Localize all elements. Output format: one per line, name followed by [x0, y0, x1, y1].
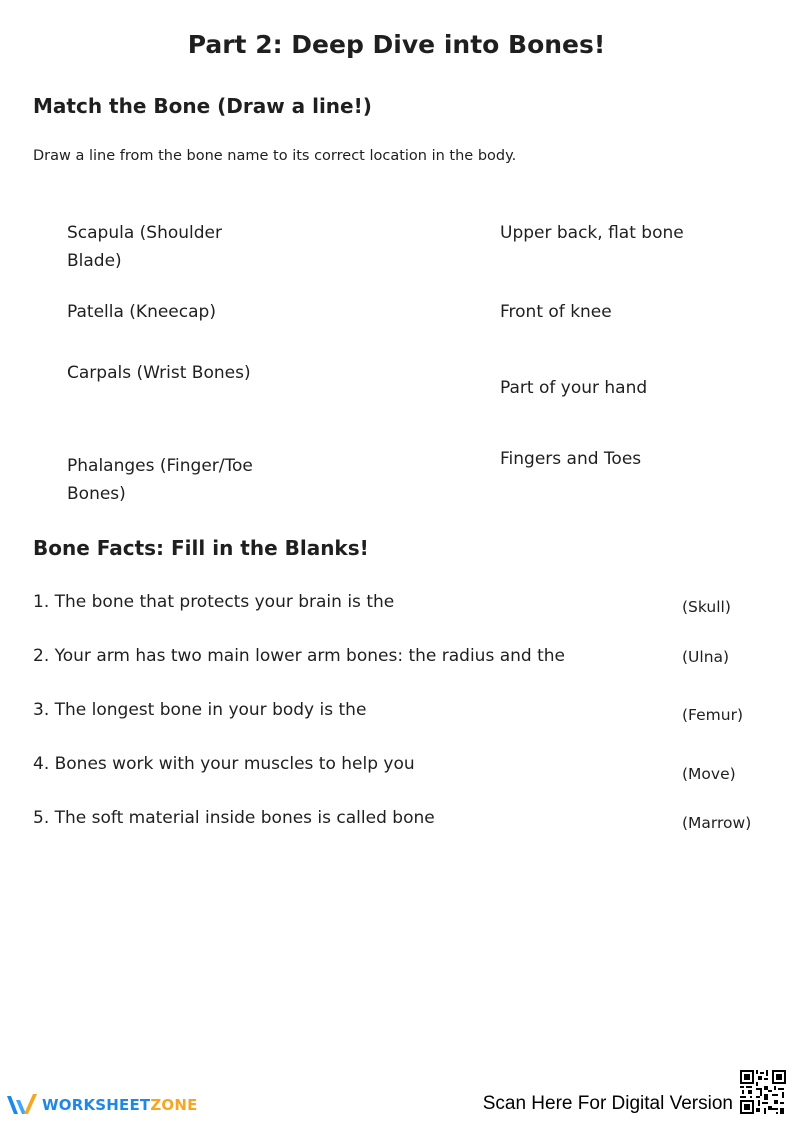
fill-blank-question: 4. Bones work with your muscles to help you: [33, 754, 415, 774]
match-instruction: Draw a line from the bone name to its correct location in the body.: [33, 148, 517, 164]
facts-section-heading: Bone Facts: Fill in the Blanks!: [33, 536, 369, 560]
logo-wordmark: [42, 1096, 198, 1114]
bone-location-item: Front of knee: [500, 302, 612, 322]
answer-hint: (Ulna): [682, 648, 730, 666]
logo-word-zone: ZONE: [150, 1096, 198, 1114]
bone-name-item: Patella (Kneecap): [67, 302, 216, 322]
bone-location-item: Fingers and Toes: [500, 449, 642, 469]
answer-hint: (Marrow): [682, 814, 752, 832]
fill-blank-question: 3. The longest bone in your body is the: [33, 700, 367, 720]
bone-location-item: Upper back, flat bone: [500, 223, 684, 243]
footer-logo: [6, 1092, 198, 1118]
answer-hint: (Femur): [682, 706, 743, 724]
page-title: Part 2: Deep Dive into Bones!: [187, 30, 606, 59]
match-section-heading: Match the Bone (Draw a line!): [33, 94, 372, 118]
answer-hint: (Move): [682, 765, 736, 783]
qr-code-icon[interactable]: [740, 1070, 786, 1114]
bone-location-item: Part of your hand: [500, 378, 648, 398]
logo-word-worksheet: WORKSHEET: [42, 1096, 151, 1114]
fill-blank-question: 2. Your arm has two main lower arm bones: the radius and the: [33, 646, 566, 666]
answer-hint: (Skull): [682, 598, 731, 616]
worksheetzone-logo-icon: [6, 1092, 38, 1118]
bone-name-item: Carpals (Wrist Bones): [67, 363, 251, 383]
bone-name-item: Scapula (Shoulder Blade): [67, 223, 223, 271]
bone-name-item: Phalanges (Finger/Toe Bones): [67, 456, 253, 504]
fill-blank-question: 1. The bone that protects your brain is the: [33, 592, 395, 612]
fill-blank-question: 5. The soft material inside bones is called bone: [33, 808, 435, 828]
scan-text: Scan Here For Digital Version: [482, 1093, 733, 1114]
